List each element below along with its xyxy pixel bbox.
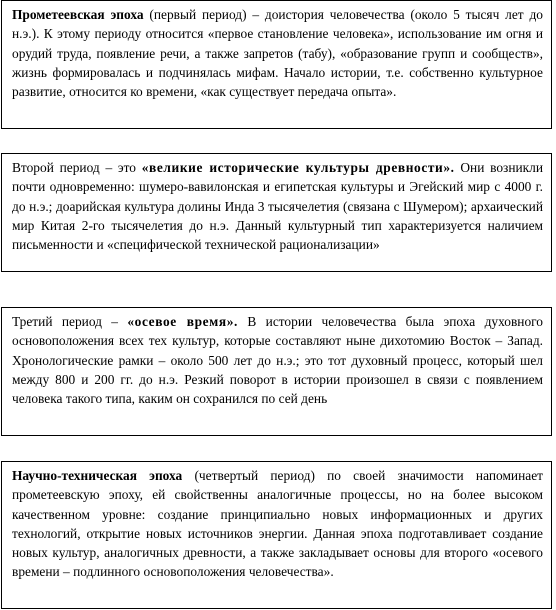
period-2-title: «великие исторические культуры древности». xyxy=(141,160,455,175)
period-1-title: Прометеевская эпоха xyxy=(12,7,144,22)
period-4-title: Научно-техническая эпоха xyxy=(12,468,183,483)
period-3-title: «осевое время». xyxy=(127,314,238,329)
period-1-text: (первый период) – доистория человечества (около 5 тысяч лет до н.э.). К этому периоду относится «первое становление человека», использование им огня и орудий труда, появление речи, а также запретов (табу), «образование групп и сообществ», жизнь формировалась и подчинялась мифам. Начало истории, т.е. собственно культурное развитие, относится ко времени, «как существует передача опыта». xyxy=(12,7,543,100)
period-3-text: В истории человечества была эпоха духовного основоположения всех тех культур, которые составляют ныне дихотомию Восток – Запад. Хронологические рамки – около 500 лет до н.э.; это тот духовный процесс, который шел между 800 и 200 гг. до н.э. Резкий поворот в истории произошел в связи с появлением человека такого типа, каким он сохранился по сей день xyxy=(12,314,544,407)
period-2-intro: Второй период – это xyxy=(12,160,142,175)
period-3-box xyxy=(1,307,552,436)
period-2-box xyxy=(1,153,552,272)
period-1-box xyxy=(1,0,552,129)
period-3-intro: Третий период – xyxy=(12,314,128,329)
period-4-text: (четвертый период) по своей значимости напоминает прометеевскую эпоху, ей свойственны аналогичные процессы, но на более высоком качественном уровне: создание принципиально новых информационных и других технологий, открытие новых источников энергии. Данная эпоха подготавливает создание новых культур, аналогичных древности, а также закладывает основы для второго «осевого времени – подлинного основоположения человечества». xyxy=(12,468,544,580)
period-2-text: Они возникли почти одновременно: шумеро-вавилонская и египетская культуры и Эгейский мир с 4000 г. до н.э.; доарийская культура долины Инда 3 тысячелетия (связана с Шумером); архаический мир Китая 2-го тысячелетия до н.э. Данный культурный тип характеризуется наличием письменности и «специфической технической рационализации» xyxy=(12,160,544,253)
period-4-box xyxy=(1,461,552,609)
